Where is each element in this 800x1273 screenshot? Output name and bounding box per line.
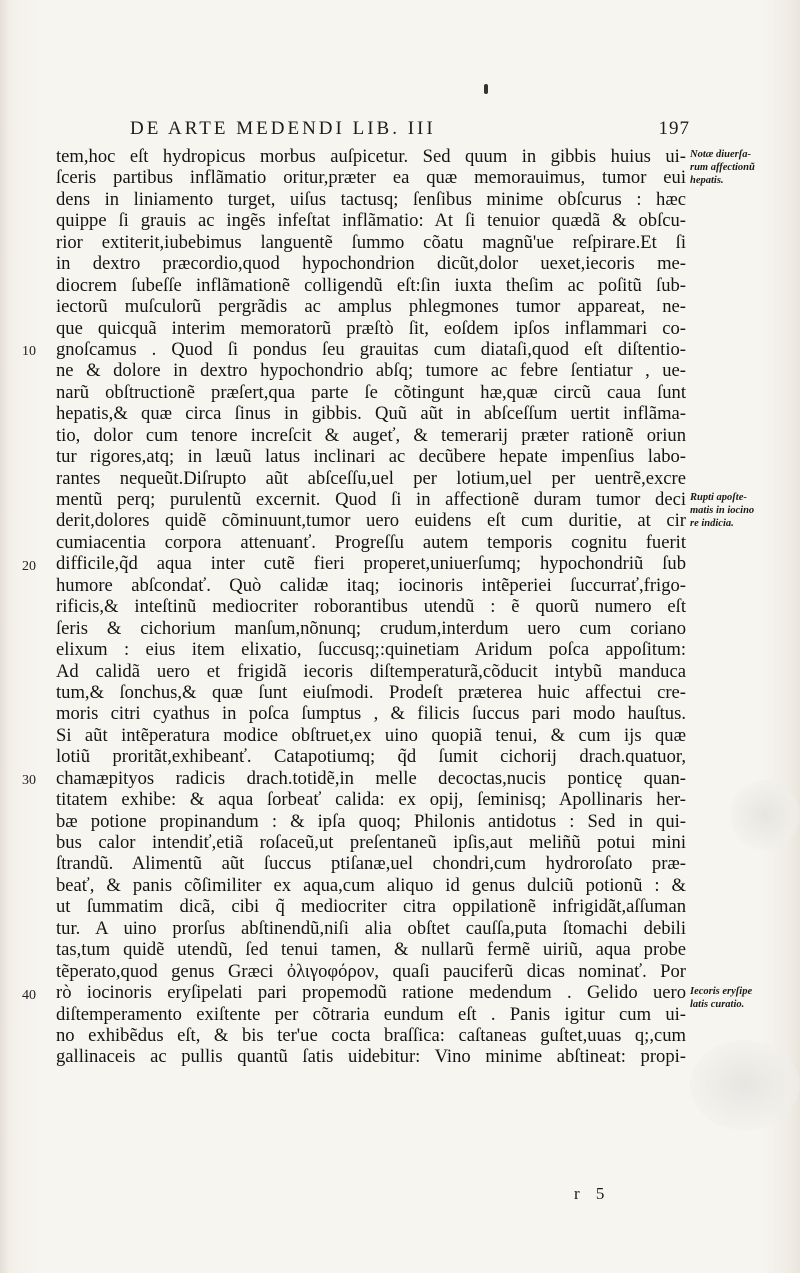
text-line: humore abſcondať. Quò calidæ itaq; iocinoris intẽperiei ſuccurrať,frigo- bbox=[56, 574, 686, 596]
margin-note-line: re indicia. bbox=[690, 518, 734, 530]
text-line: tum,& ſonchus,& quæ ſunt eiuſmodi. Prodeſt præterea huic affectui cre- bbox=[56, 681, 686, 703]
text-line: que quicquã interim memoratorũ præſtò ſit, eoſdem ipſos inflammari co- bbox=[56, 317, 686, 339]
text-line: bæ potione propinandum : & ipſa quoq; Philonis antidotus : Sed in qui- bbox=[56, 810, 686, 832]
line-number: 20 bbox=[22, 558, 36, 574]
text-line: difficile,q̃d aqua inter cutẽ fieri properet,uniuerſumq; hypochondriũ ſub bbox=[56, 553, 686, 575]
text-line: ut ſummatim dicã, cibi q̃ mediocriter citra oppilationẽ infrigidãt,aſſuman bbox=[56, 896, 686, 918]
text-line: dens in liniamento turget, uiſus tactusq; ſenſibus minime obſcurus : hæc bbox=[56, 188, 686, 210]
text-line: hepatis,& quæ circa ſinus in gibbis. Quũ aũt in abſceſſum uertit inflãma- bbox=[56, 403, 686, 425]
text-line: cumiacentia corpora attenuanť. Progreſſu autem temporis cognitu fuerit bbox=[56, 531, 686, 553]
text-line: tem,hoc eſt hydropicus morbus auſpicetur. Sed quum in gibbis huius ui- bbox=[56, 146, 686, 167]
main-text-block bbox=[56, 146, 686, 1068]
text-line: bus calor intendiť,etiã roſaceũ,ut preſentaneũ ipſis,aut meliñũ potui mini bbox=[56, 832, 686, 853]
text-line: diſtemperamento exiſtente per cõtraria eundum eſt . Panis igitur cum ui- bbox=[56, 1003, 686, 1025]
text-line: ſeris & cichorium manſum,nõnunq; crudum,interdum uero cum coriano bbox=[56, 617, 686, 639]
margin-note bbox=[690, 148, 776, 187]
text-line: Si aũt intẽperatura modice obſtruet,ex uino quopiã tenui, & cum ijs quæ bbox=[56, 724, 686, 746]
margin-note-line: latis curatio. bbox=[690, 998, 745, 1010]
line-number: 10 bbox=[22, 344, 36, 360]
text-line: gallinaceis ac pullis quantũ ſatis uidebitur: Vino minime abſtineat: propi- bbox=[56, 1046, 686, 1068]
text-line: narũ obſtructionẽ præſert,qua parte ſe cõtingunt hæ,quæ circũ caua ſunt bbox=[56, 381, 686, 403]
text-line: chamæpityos radicis drach.totidẽ,in melle decoctas,nucis ponticę quan- bbox=[56, 767, 686, 789]
text-line: elixum : eius item elixatio, ſuccusq;:quinetiam Aridum poſca appoſitum: bbox=[56, 639, 686, 661]
margin-note-line: Rupti apoſte- bbox=[690, 492, 747, 504]
text-line: ne & dolore in dextro hypochondrio abſq; tumore ac febre ſentiatur , ue- bbox=[56, 360, 686, 382]
text-line: moris citri cyathus in poſca ſumptus , & filicis ſuccus pari modo hauſtus. bbox=[56, 703, 686, 725]
ink-blot bbox=[484, 84, 488, 94]
text-line: rior extiterit,iubebimus languentẽ ſummo cõatu magnũ'ue reſpirare.Et ſi bbox=[56, 231, 686, 253]
margin-note-line: Notæ diuerſa- bbox=[690, 149, 751, 160]
text-line: tẽperato,quod genus Græci ὀλιγοφόρον, quaſi pauciferũ dicas nominať. Por bbox=[56, 960, 686, 982]
text-line: gnoſcamus . Quod ſi pondus ſeu grauitas cum diataſi,quod eſt diſtentio- bbox=[56, 338, 686, 360]
text-line: ſceris partibus inflãmatio oritur,præter ea quæ memorauimus, tumor eui bbox=[56, 167, 686, 189]
line-number: 30 bbox=[22, 773, 36, 789]
text-line: derit,dolores quidẽ cõminuunt,tumor uero euidens eſt cum duritie, at cir bbox=[56, 510, 686, 532]
text-line: iectorũ muſculorũ pergrãdis ac amplus phlegmones tumor appareat, ne- bbox=[56, 296, 686, 318]
text-line: tas,tum quidẽ utendũ, ſed tenui tamen, & nullarũ fermẽ uiriũ, aqua probe bbox=[56, 939, 686, 961]
margin-note-line: hepatis. bbox=[690, 175, 724, 186]
signature-mark: r 5 bbox=[574, 1184, 611, 1203]
paper-stain bbox=[730, 780, 800, 850]
text-line: ſtrandũ. Alimentũ aũt ſuccus ptiſanæ,uel chondri,cum hydroroſato præ- bbox=[56, 853, 686, 875]
text-line: tur. A uino prorſus abſtinendũ,niſi alia obſtet cauſſa,puta ſtomachi debili bbox=[56, 917, 686, 939]
margin-note-line: Iecoris eryſipe bbox=[690, 985, 753, 997]
text-line: quippe ſi grauis ac ingẽs infeſtat inflãmatio: At ſi tenuior quædã & obſcu- bbox=[56, 210, 686, 232]
text-line: rificis,& inteſtinũ mediocriter roborantibus utendũ : ẽ quorũ numero eſt bbox=[56, 596, 686, 618]
margin-note-line: matis in iocino bbox=[690, 505, 755, 517]
margin-note bbox=[690, 985, 776, 1011]
text-line: tio, dolor cum tenore increſcit & augeť, & temerarij præter rationẽ oriun bbox=[56, 424, 686, 446]
text-line: tur rigores,atq; in læuũ latus inclinari ac decũbere hepate impenſius labo- bbox=[56, 446, 686, 468]
page-number: 197 bbox=[658, 118, 690, 139]
text-line: no exhibẽdus eſt, & bis ter'ue cocta braſſica: caſtaneas guſtet,uuas q;,cum bbox=[56, 1024, 686, 1046]
text-line: titatem exhibe: & aqua ſorbeať calida: ex opij, ſeminisq; Apollinaris her- bbox=[56, 789, 686, 811]
text-line: rantes nequeũt.Diſrupto aũt abſceſſu,uel per lotium,uel per uentrẽ,excre bbox=[56, 467, 686, 489]
margin-note-line: rum affectionũ bbox=[690, 162, 755, 173]
text-line: diocrem ſubeſſe inflãmationẽ colligendũ eſt:ſin iuxta theſim ac poſitũ ſub- bbox=[56, 274, 686, 296]
line-number: 40 bbox=[22, 987, 36, 1003]
text-line: rò iocinoris eryſipelati pari propemodũ ratione medendum . Gelido uero bbox=[56, 982, 686, 1004]
text-line: in dextro præcordio,quod hypochondrion dicũt,dolor uexet,iecoris me- bbox=[56, 253, 686, 275]
text-line: lotiũ proritãt,exhibeanť. Catapotiumq; q̃d ſumit cichorij drach.quatuor, bbox=[56, 746, 686, 768]
margin-note bbox=[690, 491, 776, 530]
text-line: Ad calidã uero et frigidã iecoris diſtemperaturã,cõducit intybũ manduca bbox=[56, 660, 686, 682]
running-head bbox=[130, 118, 690, 142]
running-title: DE ARTE MEDENDI LIB. III bbox=[130, 118, 436, 139]
text-line: mentũ perq; purulentũ excernit. Quod ſi in affectionẽ duram tumor deci bbox=[56, 489, 686, 510]
paper-stain bbox=[690, 1040, 800, 1130]
text-line: beať, & panis cõſimiliter ex aqua,cum aliquo id genus dulciũ potionũ : & bbox=[56, 874, 686, 896]
